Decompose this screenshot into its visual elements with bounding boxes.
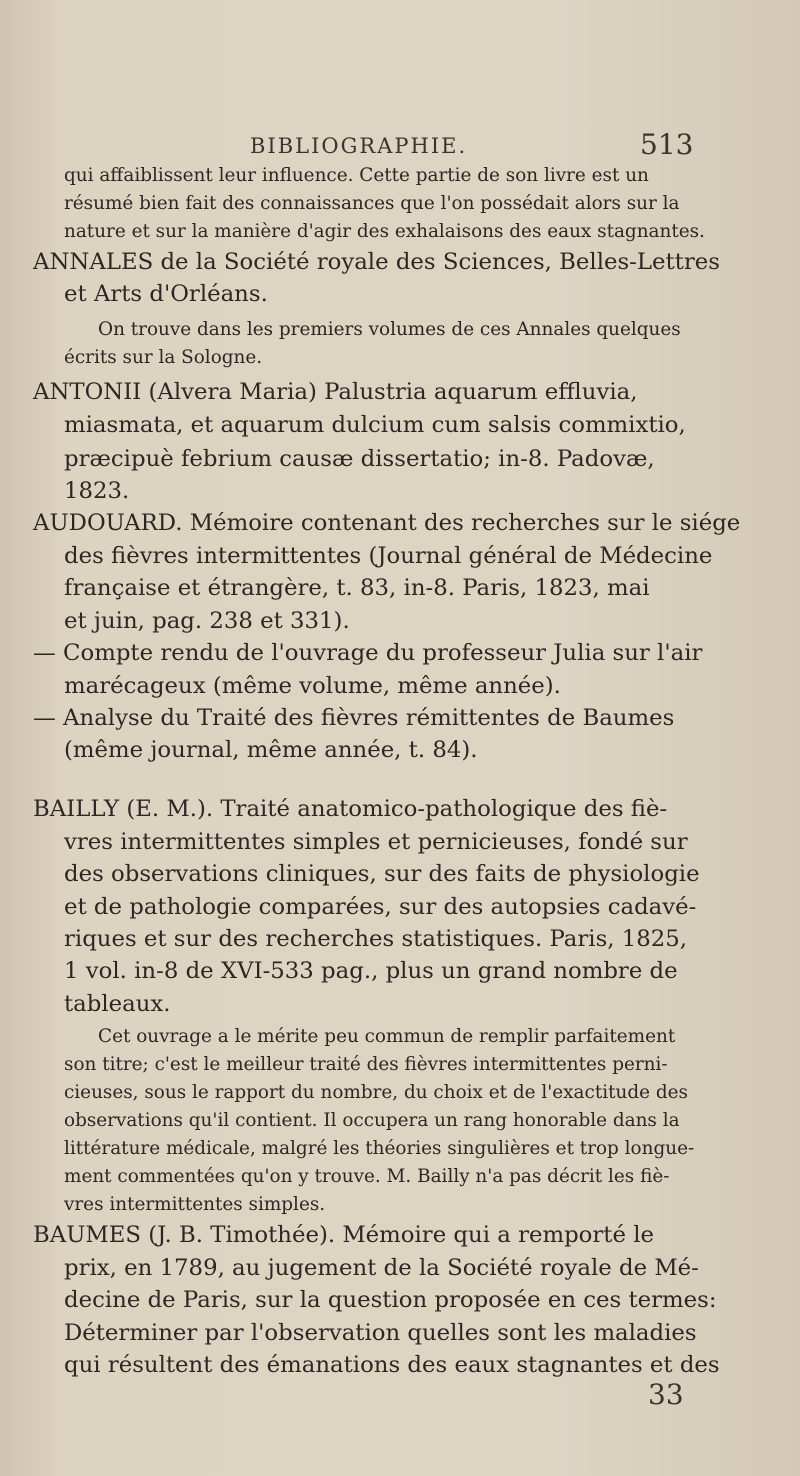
text-line: résumé bien fait des connaissances que l'on possédait alors sur la xyxy=(64,193,680,214)
text-line: marécageux (même volume, même année). xyxy=(64,673,561,699)
entry-heading: AUDOUARD. Mémoire contenant des recherches sur le siége xyxy=(33,510,741,536)
text-line: miasmata, et aquarum dulcium cum salsis commixtio, xyxy=(64,412,686,438)
text-line: Cet ouvrage a le mérite peu commun de remplir parfaitement xyxy=(98,1026,676,1047)
text-line: — Analyse du Traité des fièvres rémittentes de Baumes xyxy=(33,705,675,731)
text-line: des observations cliniques, sur des faits de physiologie xyxy=(64,861,700,887)
text-line: tableaux. xyxy=(64,991,171,1017)
text-line: decine de Paris, sur la question proposée en ces termes: xyxy=(64,1287,717,1313)
text-line: littérature médicale, malgré les théories singulières et trop longue- xyxy=(64,1138,695,1159)
page-number: 513 xyxy=(640,128,694,161)
text-line: 1823. xyxy=(64,478,130,504)
text-line: vres intermittentes simples. xyxy=(64,1194,326,1215)
text-line: Déterminer par l'observation quelles sont les maladies xyxy=(64,1320,697,1346)
text-line: qui affaiblissent leur influence. Cette partie de son livre est un xyxy=(64,165,649,186)
text-line: (même journal, même année, t. 84). xyxy=(64,737,478,763)
text-line: vres intermittentes simples et pernicieuses, fondé sur xyxy=(64,829,688,855)
text-line: riques et sur des recherches statistiques. Paris, 1825, xyxy=(64,926,688,952)
entry-heading: ANNALES de la Société royale des Sciences, Belles-Lettres xyxy=(33,249,720,275)
text-line: son titre; c'est le meilleur traité des fièvres intermittentes perni- xyxy=(64,1054,668,1075)
page-header xyxy=(0,128,800,168)
text-line: qui résultent des émanations des eaux stagnantes et des xyxy=(64,1352,720,1378)
text-line: On trouve dans les premiers volumes de ces Annales quelques xyxy=(98,319,681,340)
entry-heading: BAUMES (J. B. Timothée). Mémoire qui a remporté le xyxy=(33,1222,654,1248)
text-line: — Compte rendu de l'ouvrage du professeur Julia sur l'air xyxy=(33,640,703,666)
text-line: nature et sur la manière d'agir des exhalaisons des eaux stagnantes. xyxy=(64,221,705,242)
text-line: præcipuè febrium causæ dissertatio; in-8. Padovæ, xyxy=(64,446,655,472)
text-line: et juin, pag. 238 et 331). xyxy=(64,608,350,634)
text-line: écrits sur la Sologne. xyxy=(64,347,263,368)
text-line: des fièvres intermittentes (Journal général de Médecine xyxy=(64,543,713,569)
text-line: et de pathologie comparées, sur des autopsies cadavé- xyxy=(64,894,697,920)
entry-heading: BAILLY (E. M.). Traité anatomico-pathologique des fiè- xyxy=(33,796,668,822)
text-line: prix, en 1789, au jugement de la Société royale de Mé- xyxy=(64,1255,699,1281)
running-head: BIBLIOGRAPHIE. xyxy=(250,134,468,158)
signature-mark: 33 xyxy=(648,1378,684,1411)
text-line: ment commentées qu'on y trouve. M. Bailly n'a pas décrit les fiè- xyxy=(64,1166,670,1187)
text-line: et Arts d'Orléans. xyxy=(64,281,268,307)
entry-heading: ANTONII (Alvera Maria) Palustria aquarum effluvia, xyxy=(33,379,638,405)
text-line: cieuses, sous le rapport du nombre, du choix et de l'exactitude des xyxy=(64,1082,688,1103)
text-line: observations qu'il contient. Il occupera un rang honorable dans la xyxy=(64,1110,680,1131)
text-line: 1 vol. in-8 de XVI-533 pag., plus un grand nombre de xyxy=(64,958,678,984)
text-line: française et étrangère, t. 83, in-8. Paris, 1823, mai xyxy=(64,575,650,601)
